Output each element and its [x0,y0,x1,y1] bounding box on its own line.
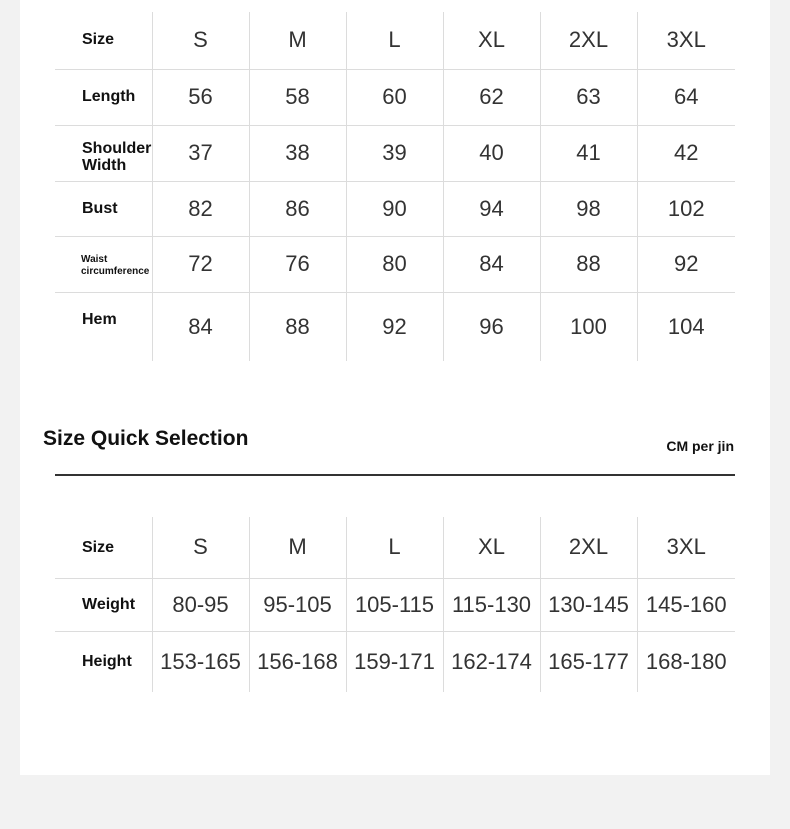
table-cell: 95-105 [249,578,346,631]
table-cell: 94 [443,181,540,236]
measurement-table [55,12,735,361]
table-cell: 40 [443,125,540,181]
table-cell: 98 [540,181,637,236]
size-header-cell: L [346,12,443,69]
table-cell: 56 [152,69,249,125]
table-cell: 72 [152,236,249,292]
table-row [55,181,735,236]
table-cell: 159-171 [346,631,443,692]
row-label: Height [82,653,132,671]
row-label: Weight [55,578,152,631]
size-chart-card [20,0,770,775]
table-cell: 84 [443,236,540,292]
table-row [55,236,735,292]
size-header-cell: 2XL [540,517,637,578]
table-cell: 156-168 [249,631,346,692]
size-header-cell: S [152,12,249,69]
size-header-cell: 3XL [637,517,735,578]
row-label: Hem [82,310,117,328]
size-header-cell: M [249,12,346,69]
table-cell: 130-145 [540,578,637,631]
size-header-cell: XL [443,12,540,69]
row-label: Size [55,12,152,69]
table-cell: 162-174 [443,631,540,692]
size-header-cell: XL [443,517,540,578]
table-row [55,292,735,361]
row-label: Length [55,69,152,125]
table-cell: 80-95 [152,578,249,631]
table-cell: 64 [637,69,735,125]
table-cell: 60 [346,69,443,125]
table-cell: 41 [540,125,637,181]
row-label-line: Waist [81,253,108,265]
table-cell: 115-130 [443,578,540,631]
quick-selection-table [55,517,735,692]
row-label-line: Shoulder [82,139,152,157]
table-cell: 58 [249,69,346,125]
size-header-cell: M [249,517,346,578]
unit-note: CM per jin [666,438,734,454]
table-cell: 88 [249,292,346,361]
table-cell: 105-115 [346,578,443,631]
table-cell: 153-165 [152,631,249,692]
section-title: Size Quick Selection [43,427,249,450]
table-cell: 63 [540,69,637,125]
table-cell: 165-177 [540,631,637,692]
table-cell: 102 [637,181,735,236]
table-header-row [55,517,735,578]
row-label: Bust [55,181,152,236]
table-cell: 80 [346,236,443,292]
size-header-cell: 2XL [540,12,637,69]
row-label [55,125,152,181]
table-row [55,578,735,631]
table-cell: 104 [637,292,735,361]
size-header-cell: S [152,517,249,578]
table-cell: 86 [249,181,346,236]
table-cell: 96 [443,292,540,361]
table-cell: 37 [152,125,249,181]
table-cell: 39 [346,125,443,181]
table-row [55,125,735,181]
table-cell: 82 [152,181,249,236]
table-cell: 92 [346,292,443,361]
table-cell: 38 [249,125,346,181]
table-cell: 92 [637,236,735,292]
size-header-cell: 3XL [637,12,735,69]
table-row [55,69,735,125]
table-cell: 76 [249,236,346,292]
table-cell: 168-180 [637,631,735,692]
table-cell: 42 [637,125,735,181]
row-label-line: Width [82,156,127,174]
table-row [55,631,735,692]
table-cell: 100 [540,292,637,361]
section-divider [55,474,735,476]
row-label-line: circumference [81,265,150,277]
table-header-row [55,12,735,69]
table-cell: 62 [443,69,540,125]
row-label: Size [55,517,152,578]
size-header-cell: L [346,517,443,578]
table-cell: 90 [346,181,443,236]
table-cell: 84 [152,292,249,361]
table-cell: 88 [540,236,637,292]
row-label [55,236,152,292]
table-cell: 145-160 [637,578,735,631]
